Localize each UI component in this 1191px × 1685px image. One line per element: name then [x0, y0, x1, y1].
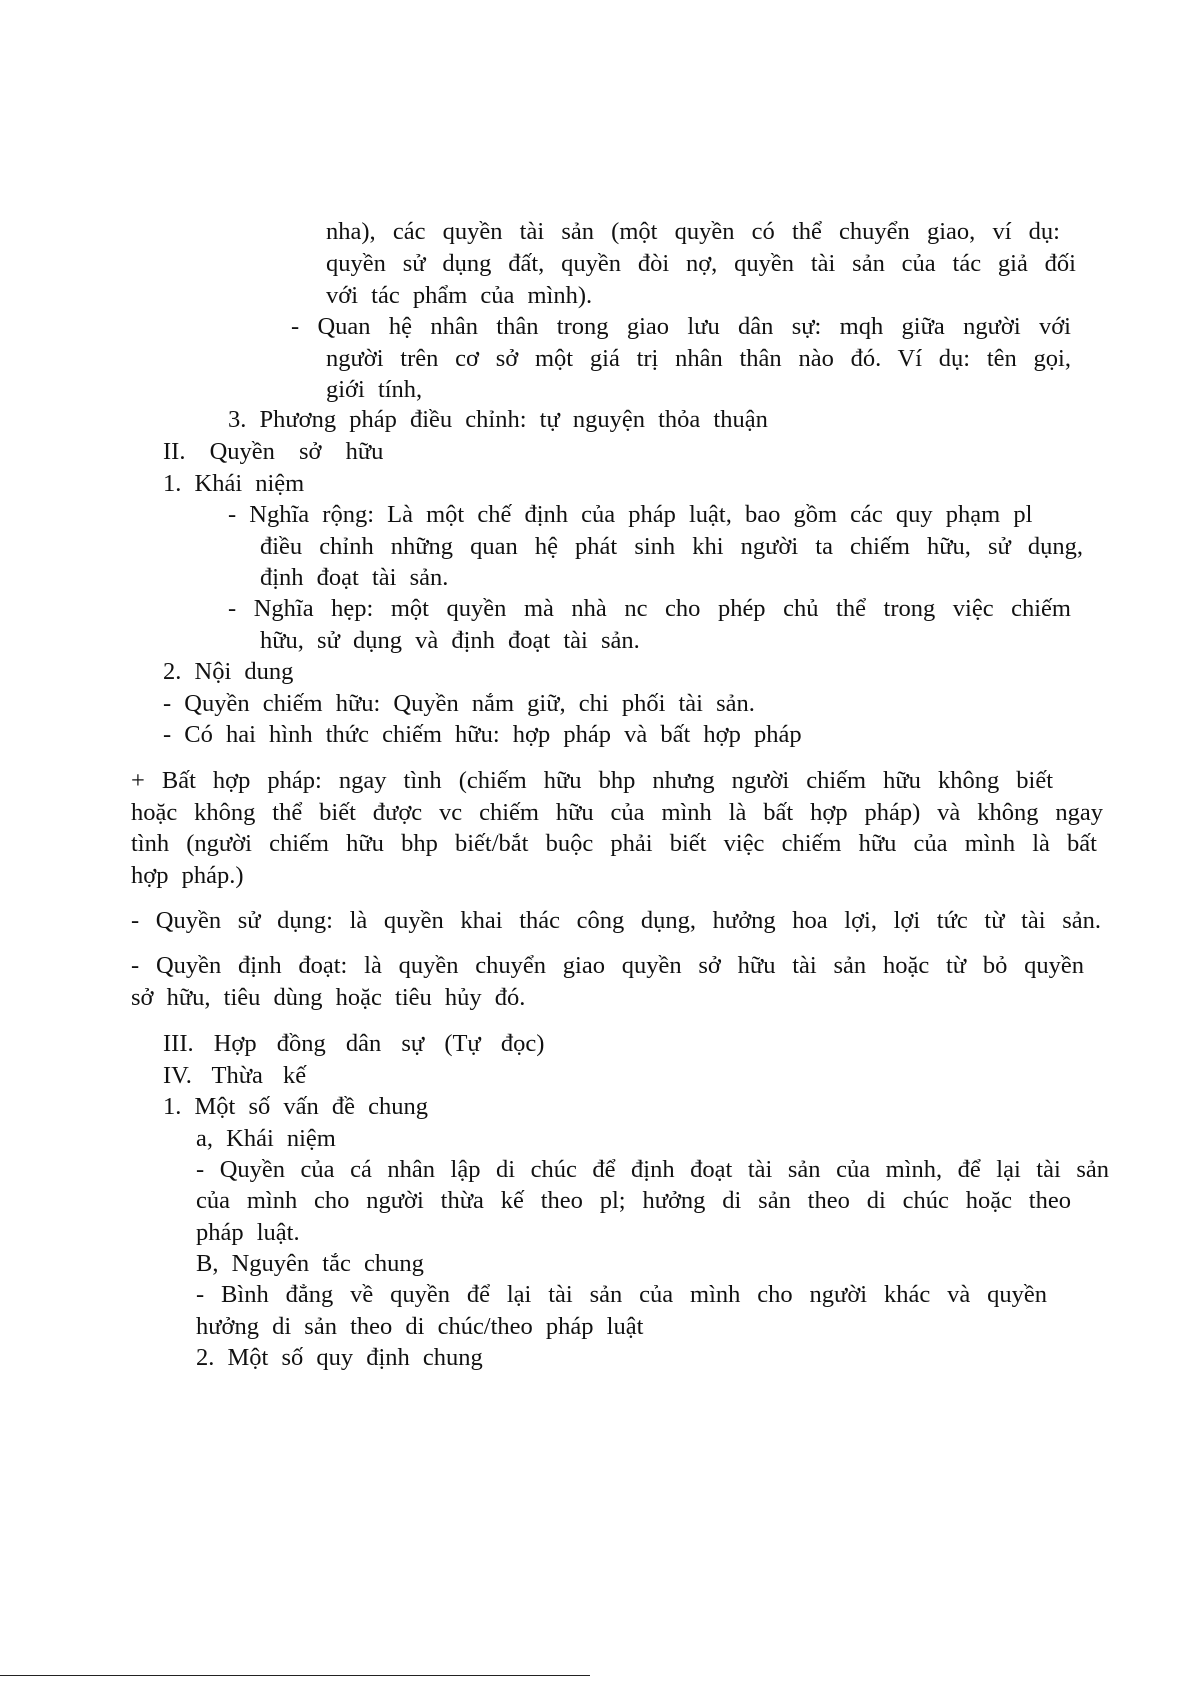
- text-line: B, Nguyên tắc chung: [196, 1250, 424, 1277]
- text-line: hữu, sử dụng và định đoạt tài sản.: [260, 627, 640, 654]
- section-heading: II. Quyền sở hữu: [163, 438, 384, 465]
- section-heading: III. Hợp đồng dân sự (Tự đọc): [163, 1030, 545, 1057]
- text-line: - Quyền định đoạt: là quyền chuyển giao quyền sở hữu tài sản hoặc từ bỏ quyền: [131, 952, 1084, 979]
- text-line: - Quyền chiếm hữu: Quyền nắm giữ, chi phối tài sản.: [163, 690, 755, 717]
- text-line: hoặc không thể biết được vc chiếm hữu của mình là bất hợp pháp) và không ngay: [131, 799, 1103, 826]
- text-line: + Bất hợp pháp: ngay tình (chiếm hữu bhp nhưng người chiếm hữu không biết: [131, 767, 1053, 794]
- text-line: người trên cơ sở một giá trị nhân thân nào đó. Ví dụ: tên gọi,: [326, 345, 1071, 372]
- text-line: hợp pháp.): [131, 862, 244, 889]
- text-line: 1. Một số vấn đề chung: [163, 1093, 428, 1120]
- text-line: - Quyền của cá nhân lập di chúc để định đoạt tài sản của mình, để lại tài sản: [196, 1156, 1109, 1183]
- text-line: - Quan hệ nhân thân trong giao lưu dân sự: mqh giữa người với: [291, 313, 1071, 340]
- text-line: tình (người chiếm hữu bhp biết/bắt buộc phải biết việc chiếm hữu của mình là bất: [131, 830, 1097, 857]
- text-line: sở hữu, tiêu dùng hoặc tiêu hủy đó.: [131, 984, 526, 1011]
- text-line: 3. Phương pháp điều chỉnh: tự nguyện thỏa thuận: [228, 406, 768, 433]
- text-line: nha), các quyền tài sản (một quyền có thể chuyển giao, ví dụ:: [326, 218, 1060, 245]
- text-line: pháp luật.: [196, 1219, 300, 1246]
- text-line: 2. Một số quy định chung: [196, 1344, 483, 1371]
- text-line: giới tính,: [326, 376, 423, 403]
- text-line: - Quyền sử dụng: là quyền khai thác công dụng, hưởng hoa lợi, lợi tức từ tài sản.: [131, 907, 1101, 934]
- text-line: hưởng di sản theo di chúc/theo pháp luật: [196, 1313, 644, 1340]
- text-line: - Nghĩa hẹp: một quyền mà nhà nc cho phép chủ thể trong việc chiếm: [228, 595, 1071, 622]
- text-line: của mình cho người thừa kế theo pl; hưởng di sản theo di chúc hoặc theo: [196, 1187, 1071, 1214]
- text-line: - Nghĩa rộng: Là một chế định của pháp luật, bao gồm các quy phạm pl: [228, 501, 1033, 528]
- text-line: - Bình đẳng về quyền để lại tài sản của mình cho người khác và quyền: [196, 1281, 1047, 1308]
- footer-rule: [0, 1675, 590, 1676]
- text-line: quyền sử dụng đất, quyền đòi nợ, quyền tài sản của tác giả đối: [326, 250, 1076, 277]
- text-line: điều chỉnh những quan hệ phát sinh khi người ta chiếm hữu, sử dụng,: [260, 533, 1083, 560]
- text-line: với tác phẩm của mình).: [326, 282, 593, 309]
- text-line: - Có hai hình thức chiếm hữu: hợp pháp và bất hợp pháp: [163, 721, 802, 748]
- text-line: a, Khái niệm: [196, 1125, 336, 1152]
- text-line: định đoạt tài sản.: [260, 564, 449, 591]
- text-line: 1. Khái niệm: [163, 470, 305, 497]
- text-line: 2. Nội dung: [163, 658, 294, 685]
- section-heading: IV. Thừa kế: [163, 1062, 307, 1089]
